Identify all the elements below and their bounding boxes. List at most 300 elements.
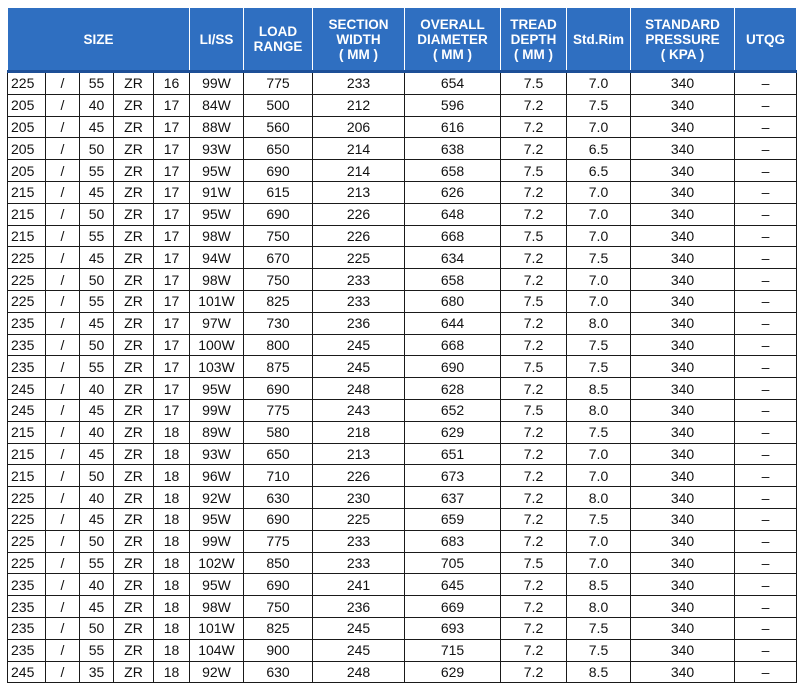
cell-standard-pressure: 340 — [631, 617, 735, 639]
cell-aspect-ratio: 45 — [80, 596, 114, 618]
cell-standard-pressure: 340 — [631, 508, 735, 530]
cell-tread-depth: 7.2 — [501, 181, 567, 203]
cell-overall-diameter: 693 — [405, 617, 501, 639]
cell-tread-depth: 7.5 — [501, 160, 567, 182]
cell-section-width: 225 — [313, 247, 405, 269]
cell-tread-depth: 7.2 — [501, 508, 567, 530]
cell-width: 215 — [8, 181, 46, 203]
cell-load-range: 825 — [244, 617, 313, 639]
cell-rim-diameter: 17 — [154, 356, 190, 378]
cell-construction: ZR — [114, 552, 154, 574]
cell-construction: ZR — [114, 508, 154, 530]
cell-aspect-ratio: 50 — [80, 465, 114, 487]
cell-aspect-ratio: 45 — [80, 312, 114, 334]
cell-li-ss: 93W — [190, 443, 244, 465]
cell-utqg: – — [735, 443, 797, 465]
cell-standard-pressure: 340 — [631, 181, 735, 203]
cell-std-rim: 7.0 — [567, 72, 631, 95]
cell-construction: ZR — [114, 203, 154, 225]
cell-load-range: 690 — [244, 203, 313, 225]
header-row — [8, 8, 797, 72]
cell-load-range: 875 — [244, 356, 313, 378]
cell-std-rim: 7.0 — [567, 552, 631, 574]
cell-slash: / — [46, 596, 80, 618]
cell-rim-diameter: 17 — [154, 116, 190, 138]
cell-aspect-ratio: 55 — [80, 290, 114, 312]
header-section-width: SECTION WIDTH ( MM ) — [313, 8, 405, 72]
cell-utqg: – — [735, 356, 797, 378]
cell-utqg: – — [735, 312, 797, 334]
cell-load-range: 750 — [244, 225, 313, 247]
cell-std-rim: 8.0 — [567, 312, 631, 334]
cell-li-ss: 95W — [190, 574, 244, 596]
cell-section-width: 233 — [313, 269, 405, 291]
cell-construction: ZR — [114, 465, 154, 487]
cell-slash: / — [46, 160, 80, 182]
cell-load-range: 750 — [244, 269, 313, 291]
cell-section-width: 225 — [313, 508, 405, 530]
cell-aspect-ratio: 40 — [80, 378, 114, 400]
cell-section-width: 245 — [313, 639, 405, 661]
header-load-range: LOAD RANGE — [244, 8, 313, 72]
header-size: SIZE — [8, 8, 190, 72]
cell-utqg: – — [735, 574, 797, 596]
cell-slash: / — [46, 312, 80, 334]
cell-overall-diameter: 658 — [405, 269, 501, 291]
cell-slash: / — [46, 552, 80, 574]
cell-utqg: – — [735, 116, 797, 138]
cell-utqg: – — [735, 72, 797, 95]
cell-rim-diameter: 16 — [154, 72, 190, 95]
cell-construction: ZR — [114, 530, 154, 552]
cell-aspect-ratio: 40 — [80, 421, 114, 443]
cell-standard-pressure: 340 — [631, 574, 735, 596]
cell-std-rim: 7.5 — [567, 94, 631, 116]
cell-section-width: 218 — [313, 421, 405, 443]
cell-slash: / — [46, 465, 80, 487]
cell-li-ss: 92W — [190, 661, 244, 683]
cell-standard-pressure: 340 — [631, 138, 735, 160]
cell-li-ss: 100W — [190, 334, 244, 356]
cell-width: 205 — [8, 138, 46, 160]
cell-std-rim: 7.0 — [567, 116, 631, 138]
cell-utqg: – — [735, 269, 797, 291]
cell-utqg: – — [735, 94, 797, 116]
cell-section-width: 248 — [313, 378, 405, 400]
cell-slash: / — [46, 290, 80, 312]
table-row — [8, 508, 797, 530]
cell-width: 205 — [8, 94, 46, 116]
tire-spec-table-container — [7, 7, 796, 683]
header-utqg: UTQG — [735, 8, 797, 72]
cell-slash: / — [46, 116, 80, 138]
cell-load-range: 615 — [244, 181, 313, 203]
cell-utqg: – — [735, 399, 797, 421]
cell-utqg: – — [735, 290, 797, 312]
cell-std-rim: 7.0 — [567, 269, 631, 291]
cell-overall-diameter: 659 — [405, 508, 501, 530]
cell-slash: / — [46, 225, 80, 247]
cell-standard-pressure: 340 — [631, 661, 735, 683]
cell-tread-depth: 7.2 — [501, 334, 567, 356]
cell-section-width: 214 — [313, 138, 405, 160]
cell-construction: ZR — [114, 378, 154, 400]
table-row — [8, 160, 797, 182]
cell-rim-diameter: 18 — [154, 530, 190, 552]
cell-width: 215 — [8, 421, 46, 443]
cell-load-range: 560 — [244, 116, 313, 138]
cell-aspect-ratio: 55 — [80, 225, 114, 247]
cell-overall-diameter: 654 — [405, 72, 501, 95]
cell-overall-diameter: 690 — [405, 356, 501, 378]
header-std-rim: Std.Rim — [567, 8, 631, 72]
cell-li-ss: 92W — [190, 487, 244, 509]
cell-std-rim: 8.5 — [567, 574, 631, 596]
cell-load-range: 775 — [244, 399, 313, 421]
cell-aspect-ratio: 40 — [80, 487, 114, 509]
cell-construction: ZR — [114, 487, 154, 509]
cell-std-rim: 7.5 — [567, 334, 631, 356]
cell-tread-depth: 7.2 — [501, 487, 567, 509]
cell-utqg: – — [735, 530, 797, 552]
cell-section-width: 226 — [313, 225, 405, 247]
cell-rim-diameter: 18 — [154, 639, 190, 661]
cell-aspect-ratio: 55 — [80, 72, 114, 95]
header-tread-depth: TREAD DEPTH ( MM ) — [501, 8, 567, 72]
cell-rim-diameter: 18 — [154, 596, 190, 618]
header-standard-pressure: STANDARD PRESSURE ( KPA ) — [631, 8, 735, 72]
cell-slash: / — [46, 378, 80, 400]
cell-standard-pressure: 340 — [631, 421, 735, 443]
cell-overall-diameter: 652 — [405, 399, 501, 421]
cell-slash: / — [46, 574, 80, 596]
cell-overall-diameter: 648 — [405, 203, 501, 225]
cell-std-rim: 7.0 — [567, 225, 631, 247]
cell-std-rim: 8.0 — [567, 487, 631, 509]
cell-utqg: – — [735, 421, 797, 443]
cell-overall-diameter: 629 — [405, 661, 501, 683]
cell-slash: / — [46, 72, 80, 95]
cell-construction: ZR — [114, 639, 154, 661]
cell-li-ss: 84W — [190, 94, 244, 116]
cell-width: 245 — [8, 378, 46, 400]
cell-li-ss: 97W — [190, 312, 244, 334]
cell-overall-diameter: 616 — [405, 116, 501, 138]
cell-aspect-ratio: 55 — [80, 160, 114, 182]
cell-standard-pressure: 340 — [631, 465, 735, 487]
cell-slash: / — [46, 181, 80, 203]
cell-std-rim: 7.0 — [567, 203, 631, 225]
cell-li-ss: 96W — [190, 465, 244, 487]
cell-standard-pressure: 340 — [631, 530, 735, 552]
cell-tread-depth: 7.2 — [501, 443, 567, 465]
cell-overall-diameter: 626 — [405, 181, 501, 203]
cell-li-ss: 89W — [190, 421, 244, 443]
cell-tread-depth: 7.2 — [501, 465, 567, 487]
cell-tread-depth: 7.5 — [501, 225, 567, 247]
cell-slash: / — [46, 421, 80, 443]
cell-tread-depth: 7.2 — [501, 116, 567, 138]
cell-rim-diameter: 17 — [154, 290, 190, 312]
cell-construction: ZR — [114, 399, 154, 421]
cell-utqg: – — [735, 639, 797, 661]
cell-std-rim: 7.0 — [567, 181, 631, 203]
cell-standard-pressure: 340 — [631, 443, 735, 465]
table-row — [8, 552, 797, 574]
cell-construction: ZR — [114, 160, 154, 182]
table-row — [8, 661, 797, 683]
cell-overall-diameter: 668 — [405, 334, 501, 356]
cell-li-ss: 99W — [190, 530, 244, 552]
cell-utqg: – — [735, 203, 797, 225]
cell-tread-depth: 7.2 — [501, 247, 567, 269]
cell-overall-diameter: 673 — [405, 465, 501, 487]
cell-width: 235 — [8, 596, 46, 618]
cell-rim-diameter: 18 — [154, 487, 190, 509]
cell-overall-diameter: 705 — [405, 552, 501, 574]
cell-overall-diameter: 669 — [405, 596, 501, 618]
cell-overall-diameter: 637 — [405, 487, 501, 509]
table-row — [8, 530, 797, 552]
cell-overall-diameter: 668 — [405, 225, 501, 247]
cell-tread-depth: 7.2 — [501, 530, 567, 552]
cell-load-range: 580 — [244, 421, 313, 443]
cell-standard-pressure: 340 — [631, 269, 735, 291]
cell-section-width: 245 — [313, 334, 405, 356]
cell-slash: / — [46, 661, 80, 683]
cell-construction: ZR — [114, 334, 154, 356]
cell-li-ss: 88W — [190, 116, 244, 138]
cell-construction: ZR — [114, 574, 154, 596]
cell-std-rim: 7.5 — [567, 247, 631, 269]
table-row — [8, 487, 797, 509]
cell-slash: / — [46, 508, 80, 530]
cell-aspect-ratio: 55 — [80, 356, 114, 378]
cell-overall-diameter: 683 — [405, 530, 501, 552]
cell-section-width: 236 — [313, 596, 405, 618]
table-row — [8, 247, 797, 269]
cell-width: 225 — [8, 487, 46, 509]
cell-width: 215 — [8, 465, 46, 487]
cell-rim-diameter: 17 — [154, 378, 190, 400]
table-body — [8, 72, 797, 683]
cell-slash: / — [46, 639, 80, 661]
header-li-ss: LI/SS — [190, 8, 244, 72]
cell-load-range: 850 — [244, 552, 313, 574]
cell-standard-pressure: 340 — [631, 290, 735, 312]
cell-aspect-ratio: 45 — [80, 443, 114, 465]
cell-utqg: – — [735, 334, 797, 356]
cell-standard-pressure: 340 — [631, 203, 735, 225]
table-row — [8, 138, 797, 160]
cell-std-rim: 7.5 — [567, 356, 631, 378]
cell-utqg: – — [735, 138, 797, 160]
cell-construction: ZR — [114, 94, 154, 116]
cell-load-range: 500 — [244, 94, 313, 116]
cell-rim-diameter: 17 — [154, 203, 190, 225]
cell-section-width: 233 — [313, 290, 405, 312]
cell-width: 225 — [8, 508, 46, 530]
cell-slash: / — [46, 443, 80, 465]
cell-standard-pressure: 340 — [631, 334, 735, 356]
cell-load-range: 650 — [244, 443, 313, 465]
cell-utqg: – — [735, 617, 797, 639]
cell-slash: / — [46, 203, 80, 225]
cell-aspect-ratio: 40 — [80, 94, 114, 116]
cell-li-ss: 95W — [190, 160, 244, 182]
cell-slash: / — [46, 399, 80, 421]
table-row — [8, 356, 797, 378]
cell-load-range: 900 — [244, 639, 313, 661]
cell-standard-pressure: 340 — [631, 312, 735, 334]
cell-slash: / — [46, 356, 80, 378]
cell-aspect-ratio: 50 — [80, 530, 114, 552]
table-row — [8, 116, 797, 138]
cell-section-width: 245 — [313, 617, 405, 639]
cell-rim-diameter: 18 — [154, 661, 190, 683]
cell-width: 245 — [8, 661, 46, 683]
table-row — [8, 269, 797, 291]
cell-load-range: 630 — [244, 661, 313, 683]
table-row — [8, 617, 797, 639]
table-row — [8, 312, 797, 334]
cell-standard-pressure: 340 — [631, 639, 735, 661]
cell-section-width: 236 — [313, 312, 405, 334]
cell-load-range: 710 — [244, 465, 313, 487]
cell-std-rim: 6.5 — [567, 138, 631, 160]
cell-rim-diameter: 18 — [154, 443, 190, 465]
cell-width: 225 — [8, 552, 46, 574]
cell-section-width: 233 — [313, 72, 405, 95]
cell-load-range: 730 — [244, 312, 313, 334]
cell-standard-pressure: 340 — [631, 225, 735, 247]
cell-utqg: – — [735, 181, 797, 203]
cell-utqg: – — [735, 247, 797, 269]
cell-rim-diameter: 18 — [154, 465, 190, 487]
cell-overall-diameter: 629 — [405, 421, 501, 443]
cell-slash: / — [46, 487, 80, 509]
cell-construction: ZR — [114, 181, 154, 203]
cell-width: 215 — [8, 443, 46, 465]
cell-rim-diameter: 17 — [154, 94, 190, 116]
cell-std-rim: 7.0 — [567, 443, 631, 465]
cell-construction: ZR — [114, 247, 154, 269]
cell-construction: ZR — [114, 356, 154, 378]
cell-slash: / — [46, 334, 80, 356]
cell-aspect-ratio: 45 — [80, 181, 114, 203]
cell-construction: ZR — [114, 290, 154, 312]
cell-load-range: 775 — [244, 530, 313, 552]
cell-width: 235 — [8, 356, 46, 378]
cell-standard-pressure: 340 — [631, 247, 735, 269]
cell-overall-diameter: 651 — [405, 443, 501, 465]
cell-li-ss: 98W — [190, 225, 244, 247]
cell-rim-diameter: 17 — [154, 399, 190, 421]
cell-std-rim: 7.5 — [567, 639, 631, 661]
cell-tread-depth: 7.5 — [501, 72, 567, 95]
cell-utqg: – — [735, 160, 797, 182]
cell-load-range: 825 — [244, 290, 313, 312]
cell-rim-diameter: 17 — [154, 138, 190, 160]
cell-standard-pressure: 340 — [631, 72, 735, 95]
cell-slash: / — [46, 94, 80, 116]
cell-width: 225 — [8, 269, 46, 291]
cell-load-range: 690 — [244, 574, 313, 596]
cell-overall-diameter: 596 — [405, 94, 501, 116]
cell-section-width: 213 — [313, 443, 405, 465]
cell-tread-depth: 7.2 — [501, 203, 567, 225]
cell-slash: / — [46, 617, 80, 639]
cell-width: 225 — [8, 290, 46, 312]
cell-width: 225 — [8, 247, 46, 269]
cell-aspect-ratio: 45 — [80, 116, 114, 138]
cell-load-range: 690 — [244, 378, 313, 400]
cell-slash: / — [46, 247, 80, 269]
cell-std-rim: 7.0 — [567, 290, 631, 312]
cell-section-width: 212 — [313, 94, 405, 116]
cell-width: 205 — [8, 116, 46, 138]
cell-std-rim: 7.5 — [567, 508, 631, 530]
cell-section-width: 233 — [313, 552, 405, 574]
cell-li-ss: 95W — [190, 508, 244, 530]
cell-width: 215 — [8, 225, 46, 247]
cell-section-width: 233 — [313, 530, 405, 552]
cell-tread-depth: 7.2 — [501, 269, 567, 291]
cell-li-ss: 95W — [190, 378, 244, 400]
cell-width: 235 — [8, 574, 46, 596]
cell-width: 235 — [8, 617, 46, 639]
cell-construction: ZR — [114, 72, 154, 95]
cell-construction: ZR — [114, 617, 154, 639]
cell-standard-pressure: 340 — [631, 378, 735, 400]
cell-load-range: 630 — [244, 487, 313, 509]
cell-standard-pressure: 340 — [631, 552, 735, 574]
cell-utqg: – — [735, 465, 797, 487]
cell-utqg: – — [735, 596, 797, 618]
cell-tread-depth: 7.2 — [501, 596, 567, 618]
table-row — [8, 334, 797, 356]
cell-li-ss: 99W — [190, 399, 244, 421]
cell-li-ss: 94W — [190, 247, 244, 269]
cell-aspect-ratio: 45 — [80, 247, 114, 269]
table-row — [8, 639, 797, 661]
cell-aspect-ratio: 50 — [80, 334, 114, 356]
cell-section-width: 213 — [313, 181, 405, 203]
cell-rim-diameter: 17 — [154, 269, 190, 291]
cell-tread-depth: 7.2 — [501, 94, 567, 116]
cell-overall-diameter: 634 — [405, 247, 501, 269]
cell-li-ss: 103W — [190, 356, 244, 378]
cell-rim-diameter: 18 — [154, 421, 190, 443]
cell-aspect-ratio: 55 — [80, 639, 114, 661]
cell-section-width: 226 — [313, 465, 405, 487]
cell-li-ss: 101W — [190, 617, 244, 639]
cell-standard-pressure: 340 — [631, 487, 735, 509]
cell-utqg: – — [735, 661, 797, 683]
table-row — [8, 290, 797, 312]
cell-rim-diameter: 17 — [154, 181, 190, 203]
cell-construction: ZR — [114, 443, 154, 465]
cell-utqg: – — [735, 378, 797, 400]
cell-standard-pressure: 340 — [631, 94, 735, 116]
cell-std-rim: 7.0 — [567, 465, 631, 487]
cell-aspect-ratio: 55 — [80, 552, 114, 574]
cell-width: 235 — [8, 639, 46, 661]
cell-standard-pressure: 340 — [631, 356, 735, 378]
cell-construction: ZR — [114, 116, 154, 138]
cell-li-ss: 98W — [190, 596, 244, 618]
cell-rim-diameter: 17 — [154, 160, 190, 182]
